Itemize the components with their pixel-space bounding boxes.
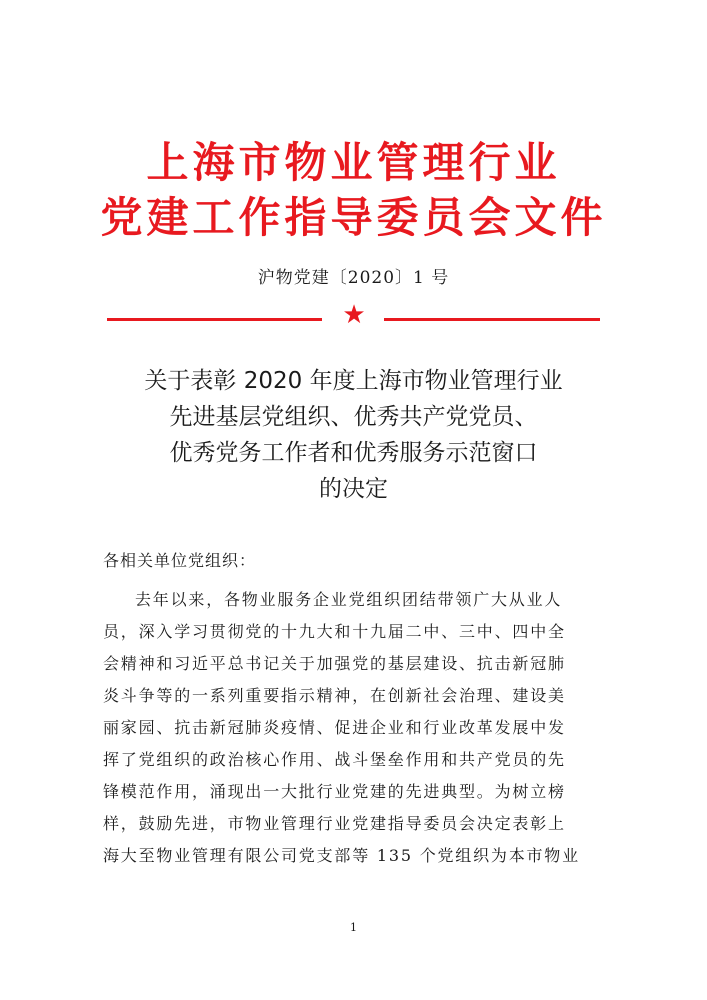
star-icon: ★	[342, 300, 366, 330]
heading-line: 的决定	[319, 476, 388, 502]
body-paragraph	[103, 584, 603, 872]
body-line: 员，深入学习贯彻党的十九大和十九届二中、三中、四中全	[103, 622, 566, 641]
body-line: 样，鼓励先进，市物业管理行业党建指导委员会决定表彰上	[103, 814, 566, 833]
document-number: 沪物党建〔2020〕1 号	[257, 268, 450, 288]
heading-line: 先进基层党组织、优秀共产党党员、	[169, 404, 538, 430]
issuing-organization-title-line-2: 党建工作指导委员会文件	[100, 193, 607, 242]
heading-line: 优秀党务工作者和优秀服务示范窗口	[169, 440, 538, 466]
heading-line: 关于表彰 2020 年度上海市物业管理行业	[144, 368, 563, 394]
body-line: 炎斗争等的一系列重要指示精神，在创新社会治理、建设美	[103, 686, 566, 705]
issuing-organization-title-line-1: 上海市物业管理行业	[146, 138, 561, 187]
red-divider-right	[384, 318, 600, 321]
page-number: 1	[350, 921, 357, 934]
body-line: 去年以来，各物业服务企业党组织团结带领广大从业人	[135, 590, 563, 609]
red-divider-left	[107, 318, 322, 321]
salutation: 各相关单位党组织：	[103, 551, 257, 570]
document-heading	[0, 363, 707, 507]
body-line: 会精神和习近平总书记关于加强党的基层建设、抗击新冠肺	[103, 654, 566, 673]
body-line: 丽家园、抗击新冠肺炎疫情、促进企业和行业改革发展中发	[103, 718, 566, 737]
body-line: 挥了党组织的政治核心作用、战斗堡垒作用和共产党员的先	[103, 750, 566, 769]
body-line: 海大至物业管理有限公司党支部等 135 个党组织为本市物业	[103, 846, 580, 865]
body-line: 锋模范作用，涌现出一大批行业党建的先进典型。为树立榜	[103, 782, 566, 801]
